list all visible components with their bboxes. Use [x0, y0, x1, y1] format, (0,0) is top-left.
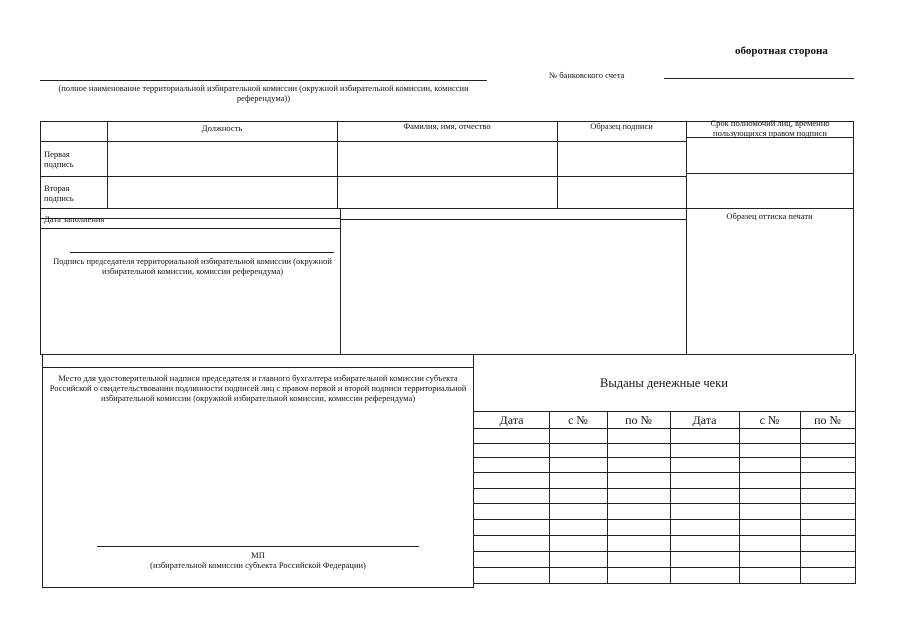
checks-col-from-1: с №: [568, 413, 588, 427]
table-rule: [853, 121, 854, 354]
table-rule: [474, 503, 855, 504]
table-rule: [474, 583, 855, 584]
table-rule: [70, 252, 334, 253]
checks-col-date-2: Дата: [692, 413, 717, 427]
table-rule: [474, 428, 855, 429]
header-signature-sample: Образец подписи: [590, 121, 653, 131]
commission-caption: (полное наименование территориальной избирательной комиссии (окружной избирательной комиссии, комиссии референдума)): [58, 83, 469, 103]
checks-col-from-2: с №: [759, 413, 780, 427]
table-rule: [340, 208, 341, 354]
row-label-second-signature: Вторая подпись: [44, 183, 74, 203]
certification-text: Место для удостоверительной надписи председателя и главного бухгалтера избирательной комиссии субъекта Российской о свидетельствовании подлинности подписей лиц с правом первой и второй подписи территориальной избирательной комиссии (окружной избирательной комиссии, комиссии референдума): [49, 373, 467, 403]
fill-date-label: Дата заполнения: [44, 214, 105, 224]
first-name-cell[interactable]: [338, 142, 556, 175]
checks-col-date-1: Дата: [499, 413, 524, 427]
table-rule: [40, 208, 853, 209]
table-rule: [474, 457, 855, 458]
mp-label: МП: [251, 550, 265, 560]
header-term: Срок полномочий лиц, временно пользующихся правом подписи: [710, 118, 830, 138]
table-rule: [42, 367, 473, 368]
table-rule: [549, 411, 550, 583]
seal-sample-area[interactable]: [687, 222, 852, 352]
table-rule: [97, 546, 419, 547]
account-label: № банковского счета: [549, 70, 625, 80]
table-rule: [474, 535, 855, 536]
table-rule: [474, 411, 855, 412]
second-position-cell[interactable]: [108, 177, 336, 207]
seal-sample-label: Образец оттиска печати: [726, 211, 813, 221]
first-signature-cell[interactable]: [558, 142, 685, 175]
table-rule: [855, 354, 856, 584]
table-rule: [474, 551, 855, 552]
chairman-signature-caption: Подпись председателя территориальной избирательной комиссии (окружной избирательной комиссии, комиссии референдума): [53, 256, 332, 276]
checks-col-to-2: по №: [814, 413, 841, 427]
header-position: Должность: [201, 123, 243, 133]
table-rule: [340, 219, 686, 220]
checks-title: Выданы денежные чеки: [600, 376, 728, 390]
table-rule: [474, 488, 855, 489]
table-rule: [40, 354, 853, 355]
table-rule: [474, 519, 855, 520]
second-name-cell[interactable]: [338, 177, 556, 207]
commission-name-line: [40, 80, 487, 81]
table-rule: [670, 411, 671, 583]
table-rule: [474, 567, 855, 568]
table-rule: [739, 411, 740, 583]
header-full-name: Фамилия, имя, отчество: [403, 121, 491, 131]
row-label-first-signature: Первая подпись: [44, 149, 74, 169]
table-rule: [42, 354, 43, 588]
checks-col-to-1: по №: [625, 413, 652, 427]
table-rule: [40, 121, 41, 354]
table-rule: [800, 411, 801, 583]
mp-caption: (избирательной комиссии субъекта Российской Федерации): [150, 560, 366, 570]
table-rule: [686, 173, 853, 174]
first-position-cell[interactable]: [108, 142, 336, 175]
table-rule: [474, 443, 855, 444]
table-rule: [607, 411, 608, 583]
table-rule: [42, 587, 474, 588]
account-number-field[interactable]: [664, 78, 854, 79]
side-label: оборотная сторона: [735, 45, 828, 57]
second-signature-cell[interactable]: [558, 177, 685, 207]
table-rule: [40, 228, 340, 229]
table-rule: [474, 472, 855, 473]
